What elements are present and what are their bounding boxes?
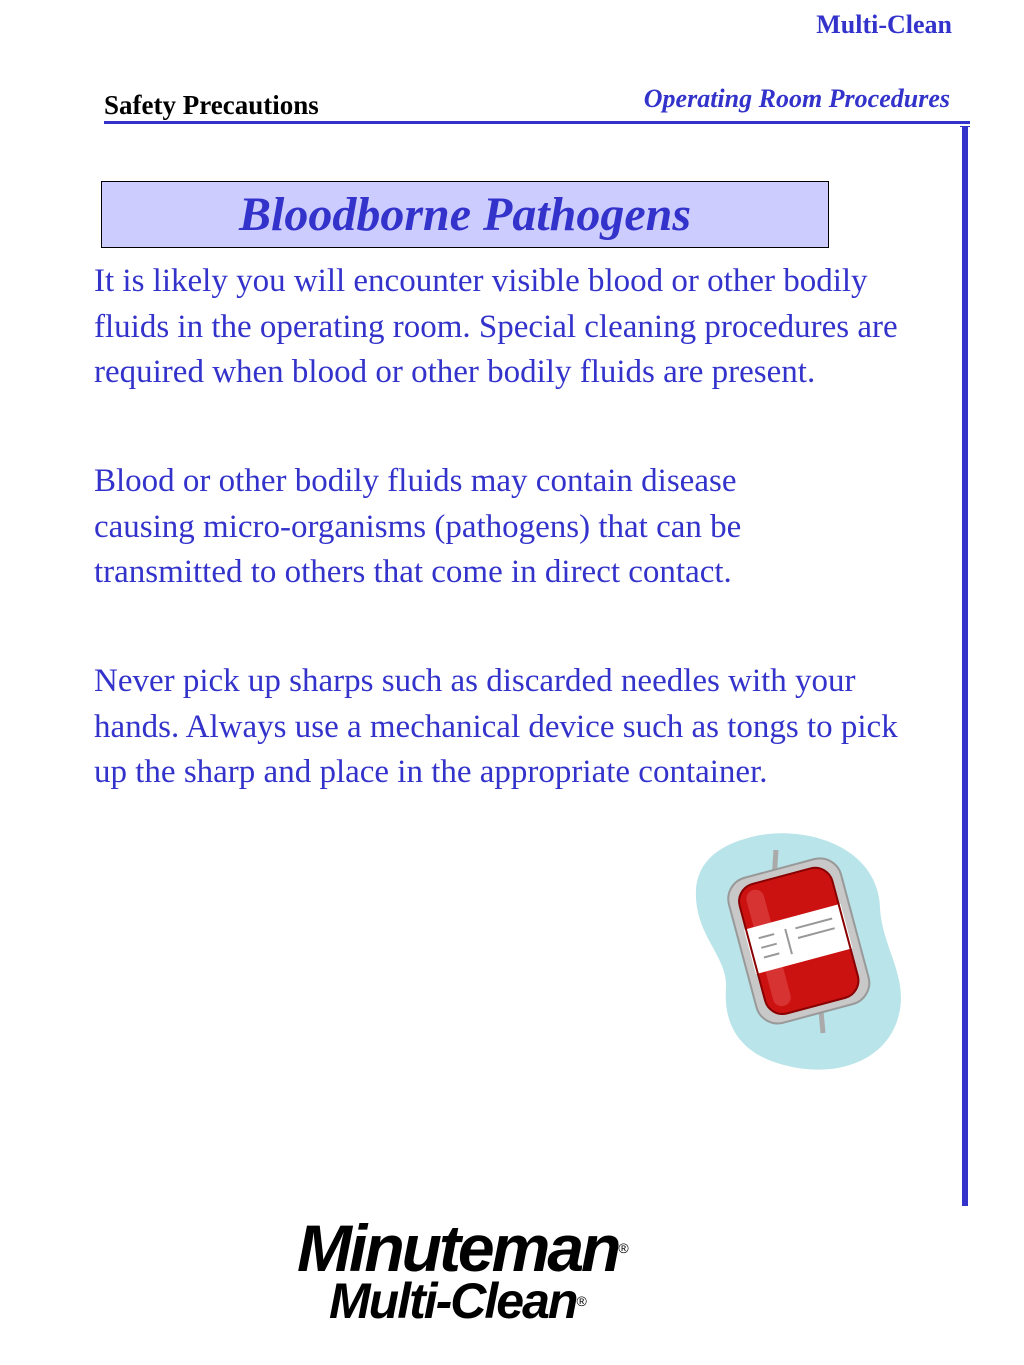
paragraph-2: Blood or other bodily fluids may contain disease causing micro-organisms (pathogens) that can be transmitted to others that come in direct contact.	[94, 463, 742, 590]
brand-name: Multi-Clean	[816, 10, 952, 39]
paragraph-3: Never pick up sharps such as discarded needles with your hands. Always use a mechanical device such as tongs to pick up the sharp and place in the appropriate container.	[94, 663, 898, 790]
logo-line-2: Multi-Clean®	[329, 1273, 587, 1329]
header-rule	[104, 121, 970, 124]
page-heading: Bloodborne Pathogens	[238, 188, 692, 241]
blood-bag-icon	[688, 828, 908, 1078]
side-rule	[962, 126, 968, 1206]
minuteman-logo	[295, 1211, 695, 1335]
heading-box	[101, 181, 829, 248]
section-title: Safety Precautions	[104, 90, 319, 120]
logo-line-1: Minuteman®	[297, 1211, 629, 1285]
paragraph-1: It is likely you will encounter visible blood or other bodily fluids in the operating room. Special cleaning procedures are required when blood or other bodily fluids are present.	[94, 263, 898, 390]
page-subtitle: Operating Room Procedures	[643, 84, 950, 113]
